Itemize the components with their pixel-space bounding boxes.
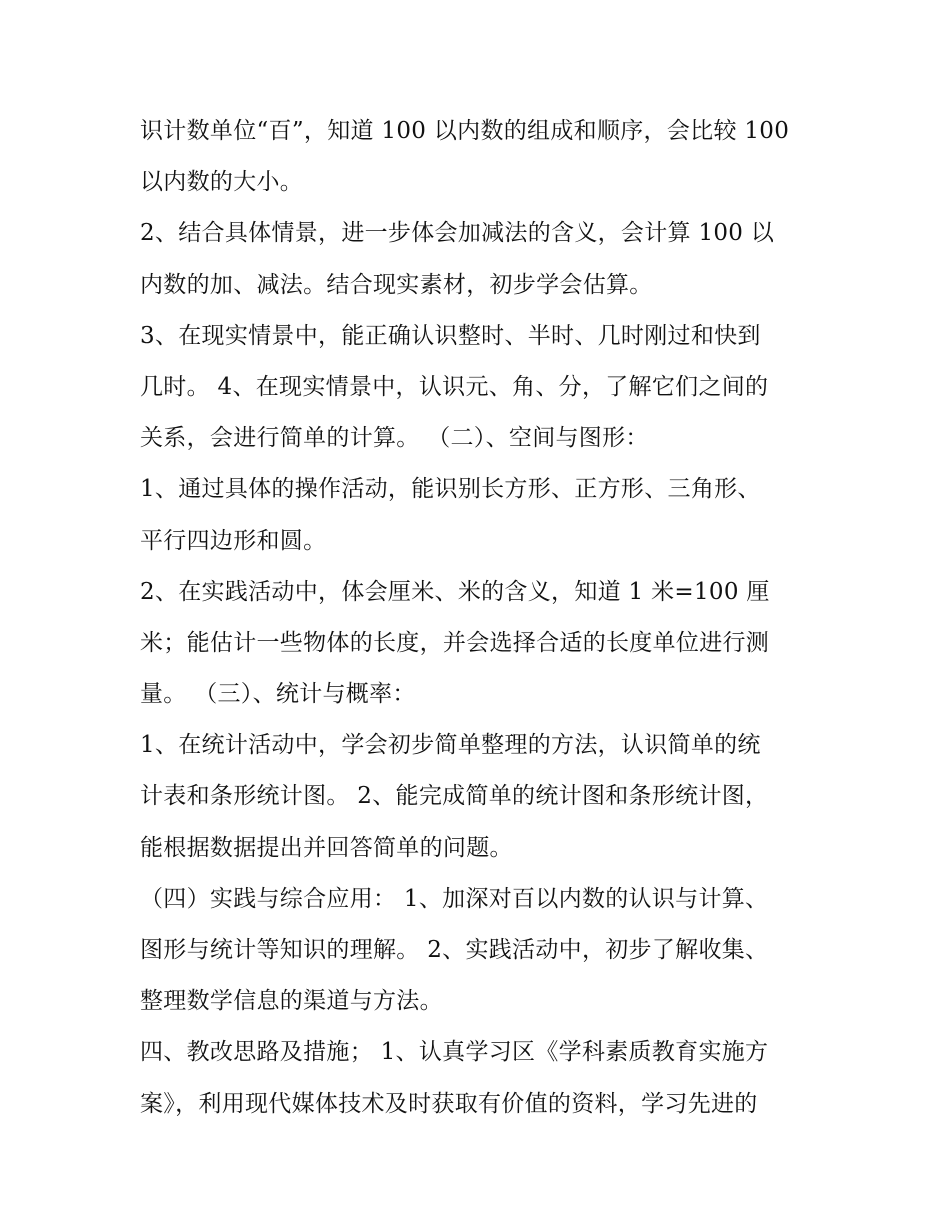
- text-line: 内数的加、减法。结合现实素材，初步学会估算。: [140, 271, 653, 298]
- text-line: 四、教改思路及措施； 1、认真学习区《学科素质教育实施方: [140, 1039, 769, 1066]
- text-line: 2、结合具体情景，进一步体会加减法的含义，会计算 100 以: [140, 220, 775, 247]
- text-line: 以内数的大小。: [140, 169, 304, 196]
- text-line: 能根据数据提出并回答简单的问题。: [140, 834, 513, 861]
- text-line: 几时。 4、在现实情景中，认识元、角、分，了解它们之间的: [140, 373, 769, 400]
- text-line: 3、在现实情景中，能正确认识整时、半时、几时刚过和快到: [140, 322, 761, 349]
- text-line: 米；能估计一些物体的长度，并会选择合适的长度单位进行测: [140, 629, 770, 656]
- text-line: 关系，会进行简单的计算。 （二）、空间与图形：: [140, 425, 649, 452]
- text-line: 案》，利用现代媒体技术及时获取有价值的资料，学习先进的: [140, 1090, 758, 1117]
- text-line: 整理数学信息的渠道与方法。: [140, 988, 443, 1015]
- text-line: 平行四边形和圆。: [140, 527, 327, 554]
- text-line: 1、通过具体的操作活动，能识别长方形、正方形、三角形、: [140, 476, 761, 503]
- text-line: （四）实践与综合应用： 1、加深对百以内数的认识与计算、: [140, 885, 769, 912]
- text-line: 识计数单位“百”，知道 100 以内数的组成和顺序，会比较 100: [140, 118, 790, 144]
- text-line: 图形与统计等知识的理解。 2、实践活动中，初步了解收集、: [140, 937, 769, 963]
- text-line: 量。 （三）、统计与概率：: [140, 681, 416, 708]
- text-line: 1、在统计活动中，学会初步简单整理的方法，认识简单的统: [140, 732, 761, 759]
- text-line: 计表和条形统计图。 2、能完成简单的统计图和条形统计图，: [140, 783, 769, 810]
- document-body: [140, 106, 840, 1130]
- text-line: 2、在实践活动中，体会厘米、米的含义，知道 1 米=100 厘: [140, 578, 770, 605]
